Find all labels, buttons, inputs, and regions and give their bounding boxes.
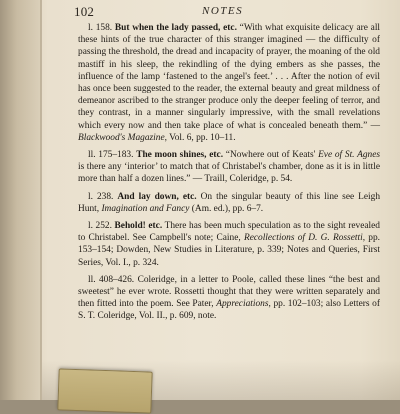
note-source: Blackwood's Magazine <box>78 132 165 143</box>
note-ref: l. 238. <box>88 191 114 202</box>
note-ref: ll. 408–426. <box>88 274 135 285</box>
page-number: 102 <box>74 4 95 19</box>
bookmark-tab <box>57 368 152 413</box>
running-head: NOTES <box>202 5 244 17</box>
note-source: Appreciations <box>216 299 269 310</box>
note-ll408-426 <box>78 274 380 323</box>
note-ll175-183 <box>78 149 380 186</box>
book-gutter <box>0 0 42 400</box>
note-l252 <box>78 220 380 269</box>
note-text: On the singular beauty of this line see Leigh Hunt, <box>78 191 381 214</box>
note-ref: l. 252. <box>88 221 112 232</box>
note-source: Recollections of D. G. Rossetti <box>243 233 363 244</box>
note-ref: ll. 175–183. <box>88 150 134 161</box>
note-tail: , pp. 153–154; Dowden, New Studies in Literature, p. 339; Notes and Queries, First Series, Vol. I., p. 324. <box>78 233 381 268</box>
note-source: Imagination and Fancy <box>101 203 190 214</box>
notes-body <box>78 22 380 328</box>
note-lemma: Behold! etc. <box>114 221 163 232</box>
note-tail: , pp. 102–103; also Letters of S. T. Coleridge, Vol. II., p. 609, note. <box>78 299 380 322</box>
note-lemma: The moon shines, etc. <box>136 150 224 161</box>
note-tail: is there any ‘interior’ to match that of Christabel's chamber, done as it is in little more than half a dozen lines.” — Traill, Coleridge, p. 54. <box>78 162 380 185</box>
note-lemma: But when the lady passed, etc. <box>114 23 237 33</box>
note-tail: , Vol. 6, pp. 10–11. <box>164 132 236 143</box>
page-header <box>74 4 374 20</box>
note-text: “Nowhere out of Keats' <box>225 150 319 161</box>
note-l238 <box>78 191 380 215</box>
page-fold-shadow <box>40 0 42 400</box>
note-tail: (Am. ed.), pp. 6–7. <box>189 203 264 214</box>
note-lemma: And lay down, etc. <box>117 191 197 202</box>
note-ref: l. 158. <box>88 23 113 33</box>
note-text: There has been much speculation as to the sight revealed to Christabel. See Campbell's note; Caine, <box>78 221 380 244</box>
note-l158 <box>78 22 380 144</box>
note-source: Eve of St. Agnes <box>318 150 380 161</box>
note-text: Coleridge, in a letter to Poole, called these lines “the best and sweetest” he ever wrote. Rossetti thought that they were written separately and then fitted into the poem. See Pater, <box>78 274 380 310</box>
note-text: “With what exquisite delicacy are all these hints of the true character of this stranger imagined — the difficulty of passing the threshold, the dread and incapacity of prayer, the moaning of the old mastiff in his sleep, the rekindling of the dying embers as she passes, the influence of the lamp ‘fastened to the angel's feet.’ . . . After the notion of evil has once been suggested to the reader, the external beauty and great mildness of demeanor ascribed to the stranger produce only the deeper feeling of terror, and they contrast, in a manner singularly impressive, with the small revelations which every now and then take place of what is concealed beneath them.” — <box>78 23 381 131</box>
